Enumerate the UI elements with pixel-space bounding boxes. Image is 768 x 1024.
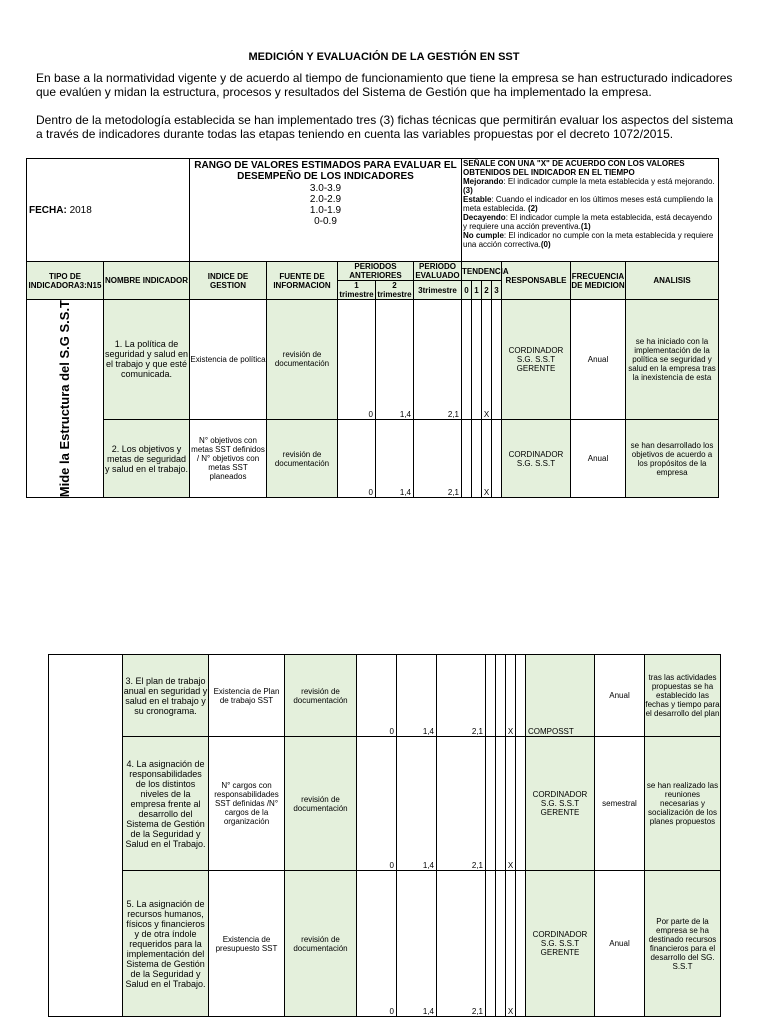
rango-value: 1.0-1.9 [309, 205, 342, 216]
row-frecuencia: Anual [595, 655, 645, 737]
table-row [27, 419, 719, 497]
row-v3: 2,1 [437, 655, 486, 737]
row-mark: X [506, 737, 516, 871]
col-responsable: RESPONSABLE [502, 262, 571, 300]
row-frecuencia: Anual [595, 871, 645, 1017]
col-evaluado: PERIODO EVALUADO [415, 262, 460, 280]
row-responsable: CORDINADOR S.G. S.S.T GERENTE [526, 737, 595, 871]
row-mark: X [506, 655, 516, 737]
row-responsable: COMPOSST [526, 655, 595, 737]
document-title: MEDICIÓN Y EVALUACIÓN DE LA GESTIÓN EN SST [248, 51, 520, 63]
row-analisis: se han desarrollado los objetivos de acuerdo a los propósitos de la empresa [626, 419, 719, 497]
row-indice: N° objetivos con metas SST definidos / N° objetivos con metas SST planeados [190, 419, 267, 497]
legend-decayendo: Decayendo: El indicador cumple la meta establecida, está decayendo y requiere una acción preventiva.(1) [463, 213, 713, 231]
row-mark: X [482, 419, 492, 497]
row-analisis: se han realizado las reuniones necesarias y socialización de los planes propuestos [645, 737, 721, 871]
rango-value: 3.0-3.9 [309, 183, 342, 194]
row-responsable: CORDINADOR S.G. S.S.T GERENTE [526, 871, 595, 1017]
row-nombre: 2. Los objetivos y metas de seguridad y salud en el trabajo. [104, 419, 190, 497]
col-periodos: PERIODOS ANTERIORES [338, 262, 414, 281]
row-analisis: tras las actividades propuestas se ha establecido las fechas y tiempo para el desarrollo del plan [645, 655, 721, 737]
col-nombre: NOMBRE INDICADOR [104, 262, 190, 300]
table-row [49, 737, 721, 871]
col-t2: 2 [482, 281, 492, 300]
legend-nocumple: No cumple: El indicador no cumple con la meta establecida y requiere una acción correctiva.(0) [463, 231, 714, 249]
row-fuente: revisión de documentación [285, 655, 357, 737]
rango-value: 2.0-2.9 [309, 194, 342, 205]
col-frecuencia: FRECUENCIA DE MEDICION [571, 262, 626, 300]
rango-cell [190, 159, 462, 262]
col-analisis: ANALISIS [626, 262, 719, 300]
rango-title: RANGO DE VALORES ESTIMADOS PARA EVALUAR EL DESEMPEÑO DE LOS INDICADORES [194, 160, 457, 182]
row-fuente: revisión de documentación [285, 737, 357, 871]
group-label-cell [49, 655, 123, 1017]
row-v2: 1,4 [397, 871, 437, 1017]
row-indice: N° cargos con responsabilidades SST definidas /N° cargos de la organización [209, 737, 285, 871]
row-mark: X [482, 300, 492, 420]
row-v2: 1,4 [376, 300, 414, 420]
col-p3: 3trimestre [414, 281, 462, 300]
senale-cell [462, 159, 719, 262]
indicators-table-page1 [26, 158, 719, 498]
row-v3: 2,1 [414, 419, 462, 497]
row-v3: 2,1 [414, 300, 462, 420]
row-indice: Existencia de presupuesto SST [209, 871, 285, 1017]
row-v2: 1,4 [397, 655, 437, 737]
senale-title: SEÑALE CON UNA "X" DE ACUERDO CON LOS VALORES OBTENIDOS DEL INDICADOR EN EL TIEMPO [463, 159, 685, 177]
row-responsable: CORDINADOR S.G. S.S.T [502, 419, 571, 497]
row-fuente: revisión de documentación [285, 871, 357, 1017]
row-indice: Existencia de Plan de trabajo SST [209, 655, 285, 737]
col-p1: 1 trimestre [339, 281, 374, 299]
row-analisis: se ha iniciado con la implementación de la política se seguridad y salud en la empresa tras la inexistencia de esta [626, 300, 719, 420]
col-indice: INDICE DE GESTION [190, 262, 267, 300]
col-fuente: FUENTE DE INFORMACION [267, 262, 338, 300]
col-p2: 2 trimestre [377, 281, 412, 299]
legend-estable: Estable: Cuando el indicador en los últimos meses está cumpliendo la meta establecida. (2) [463, 195, 713, 213]
row-indice: Existencia de política [190, 300, 267, 420]
row-frecuencia: Anual [571, 419, 626, 497]
fecha-value: 2018 [69, 204, 92, 216]
row-v2: 1,4 [397, 737, 437, 871]
row-frecuencia: Anual [571, 300, 626, 420]
rango-value: 0-0.9 [314, 216, 337, 227]
row-v1: 0 [338, 419, 376, 497]
fecha-cell [27, 159, 190, 262]
row-frecuencia: semestral [595, 737, 645, 871]
row-analisis: Por parte de la empresa se ha destinado recursos financieros para el desarrollo del SG. S.S.T [645, 871, 721, 1017]
row-responsable: CORDINADOR S.G. S.S.T GERENTE [502, 300, 571, 420]
row-mark: X [506, 871, 516, 1017]
col-t3: 3 [492, 281, 502, 300]
legend-mejorando: Mejorando: El indicador cumple la meta establecida y está mejorando. (3) [463, 177, 715, 195]
row-v3: 2,1 [437, 871, 486, 1017]
group-label-cell [27, 300, 104, 498]
row-fuente: revisión de documentación [267, 300, 338, 420]
table-row [27, 300, 719, 420]
table-row [49, 655, 721, 737]
row-fuente: revisión de documentación [267, 419, 338, 497]
col-tipo: TIPO DE INDICADORA3:N15 [27, 262, 104, 300]
row-nombre: 5. La asignación de recursos humanos, físicos y financieros y de otra índole requeridos para la implementación del Sistema de Gestión de la Seguridad y Salud en el Trabajo. [123, 871, 209, 1017]
row-v3: 2,1 [437, 737, 486, 871]
row-v1: 0 [357, 655, 397, 737]
row-nombre: 4. La asignación de responsabilidades de los distintos niveles de la empresa frente al desarrollo del Sistema de Gestión de la Seguridad y Salud en el Trabajo. [123, 737, 209, 871]
col-t0: 0 [462, 281, 472, 300]
row-v1: 0 [357, 871, 397, 1017]
fecha-label: FECHA: [29, 204, 67, 216]
col-tendencia: TENDENCIA [462, 262, 502, 281]
col-t1: 1 [472, 281, 482, 300]
intro-paragraph: En base a la normatividad vigente y de acuerdo al tiempo de funcionamiento que tiene la empresa se han estructurado indicadores que evalúen y midan la estructura, procesos y resultados del Sistema de Gestión que ha implementado la empresa. [36, 71, 733, 99]
method-paragraph: Dentro de la metodología establecida se han implementado tres (3) fichas técnicas que permitirán evaluar los aspectos del sistema a través de indicadores durante todas las etapas teniendo en cuenta las variables propuestas por el decreto 1072/2015. [36, 113, 734, 141]
row-v2: 1,4 [376, 419, 414, 497]
group-label: Mide la Estructura del S.G S.S.T [57, 300, 72, 498]
indicators-table-page2 [48, 654, 721, 1017]
row-v1: 0 [357, 737, 397, 871]
table-row [49, 871, 721, 1017]
row-nombre: 1. La política de seguridad y salud en el trabajo y que esté comunicada. [104, 300, 190, 420]
row-v1: 0 [338, 300, 376, 420]
row-nombre: 3. El plan de trabajo anual en seguridad y salud en el trabajo y su cronograma. [123, 655, 209, 737]
